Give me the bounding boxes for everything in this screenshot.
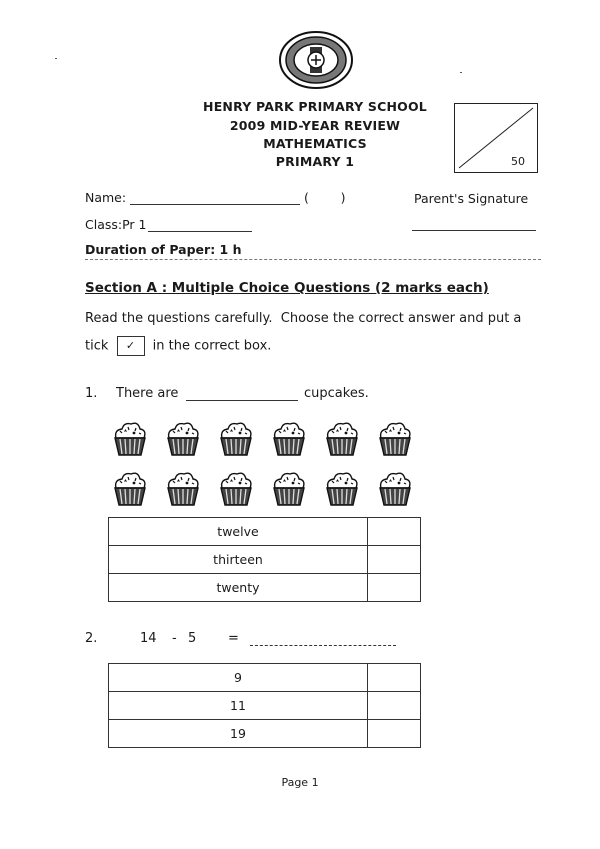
- question-2-equals: =: [228, 631, 239, 646]
- name-field[interactable]: [130, 204, 300, 205]
- option-label: 19: [109, 720, 368, 748]
- answer-box[interactable]: [368, 720, 421, 748]
- scan-speck: [460, 72, 462, 73]
- question-1-number: 1.: [85, 386, 98, 401]
- cupcake-icon: [108, 468, 152, 508]
- subject-title: MATHEMATICS: [263, 136, 367, 151]
- tick-example-icon: ✓: [117, 336, 145, 356]
- question-2-operand-b: 5: [188, 631, 197, 646]
- answer-box[interactable]: [368, 574, 421, 602]
- option-row: [109, 692, 421, 720]
- cupcake-icon: [373, 418, 417, 458]
- option-label: 9: [109, 664, 368, 692]
- school-crest: [277, 30, 355, 90]
- question-2-operand-a: 14: [140, 631, 157, 646]
- option-label: thirteen: [109, 546, 368, 574]
- cupcake-icon: [214, 468, 258, 508]
- answer-box[interactable]: [368, 664, 421, 692]
- option-label: twenty: [109, 574, 368, 602]
- question-2-operator: -: [172, 631, 177, 646]
- answer-box[interactable]: [368, 546, 421, 574]
- class-label: Class:Pr 1: [85, 217, 147, 232]
- page-number: Page 1: [281, 776, 319, 789]
- option-label: 11: [109, 692, 368, 720]
- level-title: PRIMARY 1: [275, 154, 355, 169]
- answer-box[interactable]: [368, 692, 421, 720]
- exam-title: 2009 MID-YEAR REVIEW: [229, 118, 401, 133]
- question-1-options: [108, 517, 421, 602]
- question-1-blank[interactable]: [186, 400, 298, 401]
- parent-signature-field[interactable]: [412, 230, 536, 231]
- option-row: [109, 518, 421, 546]
- cupcake-icon: [320, 418, 364, 458]
- score-total: 50: [511, 155, 525, 168]
- cupcake-icon: [320, 468, 364, 508]
- option-row: [109, 546, 421, 574]
- question-2-options: [108, 663, 421, 748]
- option-row: [109, 720, 421, 748]
- score-box[interactable]: [454, 103, 538, 173]
- instruction-end: in the correct box.: [152, 338, 272, 354]
- section-a-title: Section A : Multiple Choice Questions (2 marks each): [85, 280, 489, 296]
- scan-speck: [55, 58, 57, 59]
- option-label: twelve: [109, 518, 368, 546]
- index-brackets: ( ): [304, 190, 346, 205]
- question-1-text-before: There are: [116, 386, 179, 401]
- cupcake-grid: [108, 418, 426, 508]
- option-row: [109, 574, 421, 602]
- option-row: [109, 664, 421, 692]
- question-1-text-after: cupcakes.: [304, 386, 369, 401]
- answer-box[interactable]: [368, 518, 421, 546]
- cupcake-icon: [161, 468, 205, 508]
- instruction-tick-word: tick: [85, 338, 109, 354]
- divider: [85, 259, 541, 260]
- cupcake-icon: [267, 468, 311, 508]
- question-2-number: 2.: [85, 631, 98, 646]
- school-name: HENRY PARK PRIMARY SCHOOL: [203, 99, 427, 114]
- cupcake-icon: [108, 418, 152, 458]
- instruction-line-1: Read the questions carefully. Choose the correct answer and put a: [85, 311, 522, 326]
- cupcake-icon: [373, 468, 417, 508]
- duration-label: Duration of Paper: 1 h: [85, 242, 242, 257]
- cupcake-icon: [214, 418, 258, 458]
- question-2-blank[interactable]: [250, 645, 396, 646]
- cupcake-icon: [161, 418, 205, 458]
- name-label: Name:: [85, 190, 127, 205]
- instruction-line-2: [85, 336, 271, 356]
- parent-signature-label: Parent's Signature: [414, 191, 529, 206]
- class-field[interactable]: [148, 231, 252, 232]
- cupcake-icon: [267, 418, 311, 458]
